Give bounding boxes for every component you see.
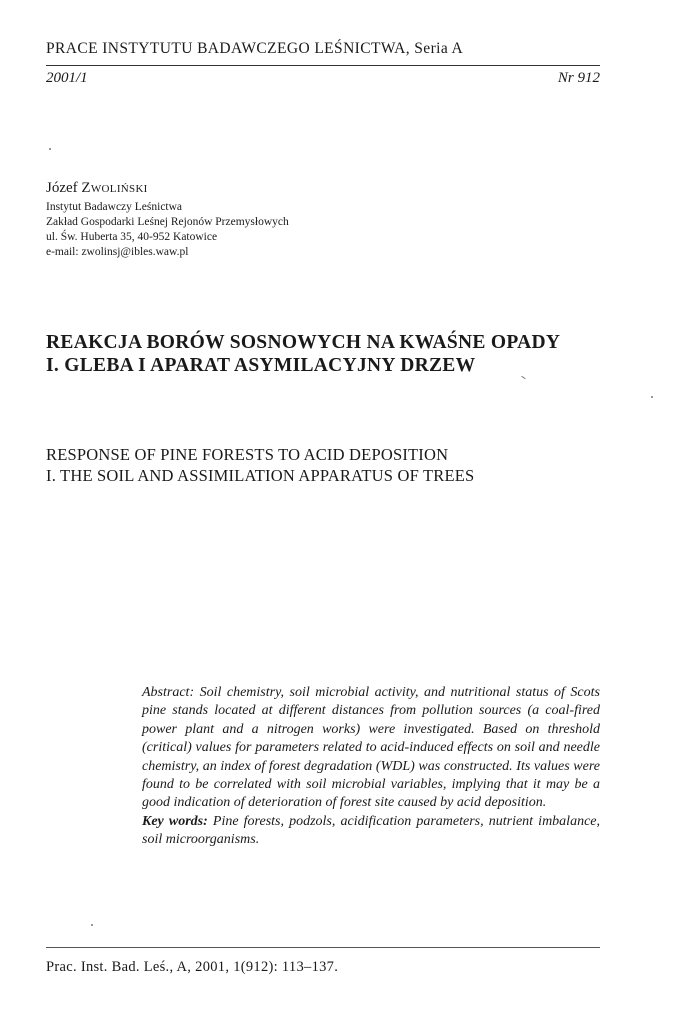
title-polish-line1: REAKCJA BORÓW SOSNOWYCH NA KWAŚNE OPADY bbox=[46, 332, 561, 353]
abstract-text: Abstract: Soil chemistry, soil microbial activity, and nutritional status of Scots pine stands located at different distances from pollution sources (a coal-fired power plant and a nitrogen works) were investigated. Based on threshold (critical) values for parameters related to acid-induced effects on soil and needle chemistry, an index of forest degradation (WDL) was constructed. Its values were found to be correlated with soil microbial variables, implying that it may be a good indication of deterioration of forest site caused by acid deposition. bbox=[142, 685, 600, 811]
journal-header: PRACE INSTYTUTU BADAWCZEGO LEŚNICTWA, Seria A bbox=[46, 40, 464, 57]
author-name bbox=[46, 180, 148, 197]
title-english-line1: RESPONSE OF PINE FORESTS TO ACID DEPOSITION bbox=[46, 445, 449, 464]
keywords-label: Key words: bbox=[142, 813, 208, 829]
keywords-list: Pine forests, podzols, acidification parameters, nutrient imbalance, soil microorganisms. bbox=[142, 813, 600, 848]
paper-number: Nr 912 bbox=[557, 70, 600, 86]
title-polish-line2: I. GLEBA I APARAT ASYMILACYJNY DRZEW bbox=[46, 355, 476, 376]
abstract-block bbox=[142, 684, 600, 850]
title-english-line2: I. THE SOIL AND ASSIMILATION APPARATUS OF TREES bbox=[46, 466, 475, 485]
scan-speck bbox=[91, 924, 93, 926]
author-first-name: Józef bbox=[46, 180, 78, 196]
author-surname: Zwoliński bbox=[81, 180, 148, 196]
keywords bbox=[142, 813, 600, 850]
affiliation-email: e-mail: zwolinsj@ibles.waw.pl bbox=[46, 246, 189, 258]
footer-rule bbox=[46, 947, 600, 948]
affiliation bbox=[46, 200, 289, 260]
affiliation-address: ul. Św. Huberta 35, 40-952 Katowice bbox=[46, 231, 218, 243]
scan-speck bbox=[651, 396, 653, 398]
affiliation-department: Zakład Gospodarki Leśnej Rejonów Przemysłowych bbox=[46, 216, 289, 228]
title-english bbox=[46, 444, 474, 486]
scan-speck bbox=[49, 148, 51, 150]
citation: Prac. Inst. Bad. Leś., A, 2001, 1(912): 113–137. bbox=[46, 959, 339, 975]
affiliation-institute: Instytut Badawczy Leśnictwa bbox=[46, 201, 183, 213]
title-polish bbox=[46, 331, 560, 377]
header-rule bbox=[46, 65, 600, 66]
issue-number: 2001/1 bbox=[46, 70, 88, 86]
